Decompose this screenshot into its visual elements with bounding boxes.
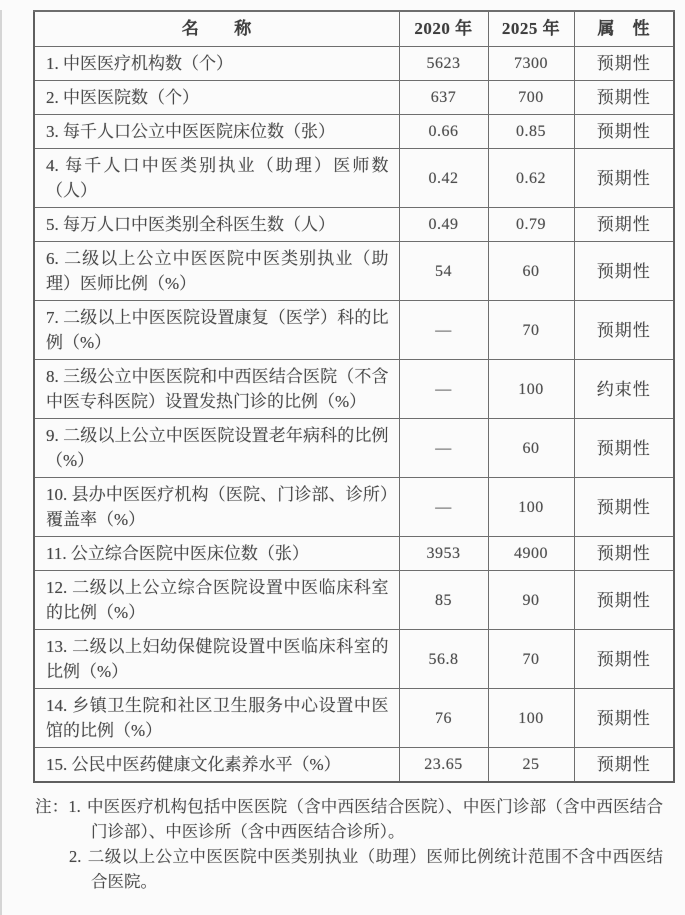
value-2020-cell: 85 [399, 571, 488, 630]
table-row [34, 47, 674, 81]
indicator-name-cell: 15. 公民中医药健康文化素养水平（%） [34, 748, 399, 783]
indicator-name-cell: 13. 二级以上妇幼保健院设置中医临床科室的比例（%） [34, 630, 399, 689]
value-2020-cell: 0.66 [399, 115, 488, 149]
value-2025-cell: 100 [488, 689, 574, 748]
value-2020-cell: 54 [399, 242, 488, 301]
value-2025-cell: 700 [488, 81, 574, 115]
value-2025-cell: 25 [488, 748, 574, 783]
note-number: 2. [69, 847, 82, 866]
table-row [34, 537, 674, 571]
value-2020-cell: — [399, 419, 488, 478]
attribute-cell: 预期性 [574, 571, 674, 630]
indicator-name-cell: 1. 中医医疗机构数（个） [34, 47, 399, 81]
table-row [34, 360, 674, 419]
attribute-cell: 预期性 [574, 689, 674, 748]
value-2025-cell: 60 [488, 419, 574, 478]
value-2020-cell: — [399, 478, 488, 537]
indicator-name-cell: 4. 每千人口中医类别执业（助理）医师数（人） [34, 149, 399, 208]
table-row [34, 748, 674, 783]
value-2020-cell: 0.42 [399, 149, 488, 208]
table-row [34, 149, 674, 208]
table-row [34, 81, 674, 115]
attribute-cell: 预期性 [574, 301, 674, 360]
attribute-cell: 预期性 [574, 748, 674, 783]
value-2020-cell: 3953 [399, 537, 488, 571]
table-row [34, 419, 674, 478]
value-2020-cell: 23.65 [399, 748, 488, 783]
table-row [34, 571, 674, 630]
note-number: 1. [68, 797, 81, 816]
indicator-name-cell: 12. 二级以上公立综合医院设置中医临床科室的比例（%） [34, 571, 399, 630]
value-2020-cell: 637 [399, 81, 488, 115]
value-2025-cell: 100 [488, 360, 574, 419]
attribute-cell: 预期性 [574, 208, 674, 242]
attribute-cell: 预期性 [574, 242, 674, 301]
note-text: 中医医疗机构包括中医医院（含中西医结合医院）、中医门诊部（含中西医结合门诊部）、中医诊所（含中西医结合诊所）。 [86, 797, 664, 841]
note-item-1 [35, 794, 663, 844]
attribute-cell: 预期性 [574, 419, 674, 478]
col-header-2025: 2025 年 [488, 11, 574, 47]
value-2025-cell: 4900 [488, 537, 574, 571]
indicator-name-cell: 5. 每万人口中医类别全科医生数（人） [34, 208, 399, 242]
col-header-name: 名 称 [34, 11, 399, 47]
value-2020-cell: — [399, 360, 488, 419]
table-row [34, 115, 674, 149]
indicator-table [33, 10, 675, 783]
indicator-name-cell: 7. 二级以上中医医院设置康复（医学）科的比例（%） [34, 301, 399, 360]
value-2025-cell: 0.79 [488, 208, 574, 242]
value-2020-cell: — [399, 301, 488, 360]
value-2025-cell: 0.62 [488, 149, 574, 208]
value-2020-cell: 56.8 [399, 630, 488, 689]
col-header-2020: 2020 年 [399, 11, 488, 47]
attribute-cell: 预期性 [574, 630, 674, 689]
table-header-row [34, 11, 674, 47]
note-item-2 [35, 844, 663, 894]
value-2025-cell: 100 [488, 478, 574, 537]
table-row [34, 301, 674, 360]
value-2025-cell: 90 [488, 571, 574, 630]
note-label: 注： [35, 797, 69, 816]
indicator-name-cell: 14. 乡镇卫生院和社区卫生服务中心设置中医馆的比例（%） [34, 689, 399, 748]
value-2025-cell: 70 [488, 630, 574, 689]
attribute-cell: 预期性 [574, 478, 674, 537]
table-row [34, 689, 674, 748]
value-2025-cell: 70 [488, 301, 574, 360]
indicator-name-cell: 6. 二级以上公立中医医院中医类别执业（助理）医师比例（%） [34, 242, 399, 301]
value-2020-cell: 0.49 [399, 208, 488, 242]
value-2020-cell: 5623 [399, 47, 488, 81]
value-2025-cell: 60 [488, 242, 574, 301]
attribute-cell: 预期性 [574, 115, 674, 149]
value-2025-cell: 0.85 [488, 115, 574, 149]
attribute-cell: 预期性 [574, 47, 674, 81]
value-2025-cell: 7300 [488, 47, 574, 81]
col-header-attribute: 属 性 [574, 11, 674, 47]
table-row [34, 630, 674, 689]
scan-edge-artifact [0, 10, 2, 915]
indicator-name-cell: 10. 县办中医医疗机构（医院、门诊部、诊所）覆盖率（%） [34, 478, 399, 537]
indicator-name-cell: 2. 中医医院数（个） [34, 81, 399, 115]
indicator-name-cell: 11. 公立综合医院中医床位数（张） [34, 537, 399, 571]
table-row [34, 478, 674, 537]
attribute-cell: 预期性 [574, 537, 674, 571]
indicator-name-cell: 8. 三级公立中医医院和中西医结合医院（不含中医专科医院）设置发热门诊的比例（%） [34, 360, 399, 419]
value-2020-cell: 76 [399, 689, 488, 748]
indicator-name-cell: 9. 二级以上公立中医医院设置老年病科的比例（%） [34, 419, 399, 478]
notes [35, 794, 663, 894]
table-row [34, 208, 674, 242]
attribute-cell: 约束性 [574, 360, 674, 419]
note-text: 二级以上公立中医医院中医类别执业（助理）医师比例统计范围不含中西医结合医院。 [87, 847, 663, 891]
attribute-cell: 预期性 [574, 149, 674, 208]
indicator-name-cell: 3. 每千人口公立中医医院床位数（张） [34, 115, 399, 149]
table-row [34, 242, 674, 301]
attribute-cell: 预期性 [574, 81, 674, 115]
